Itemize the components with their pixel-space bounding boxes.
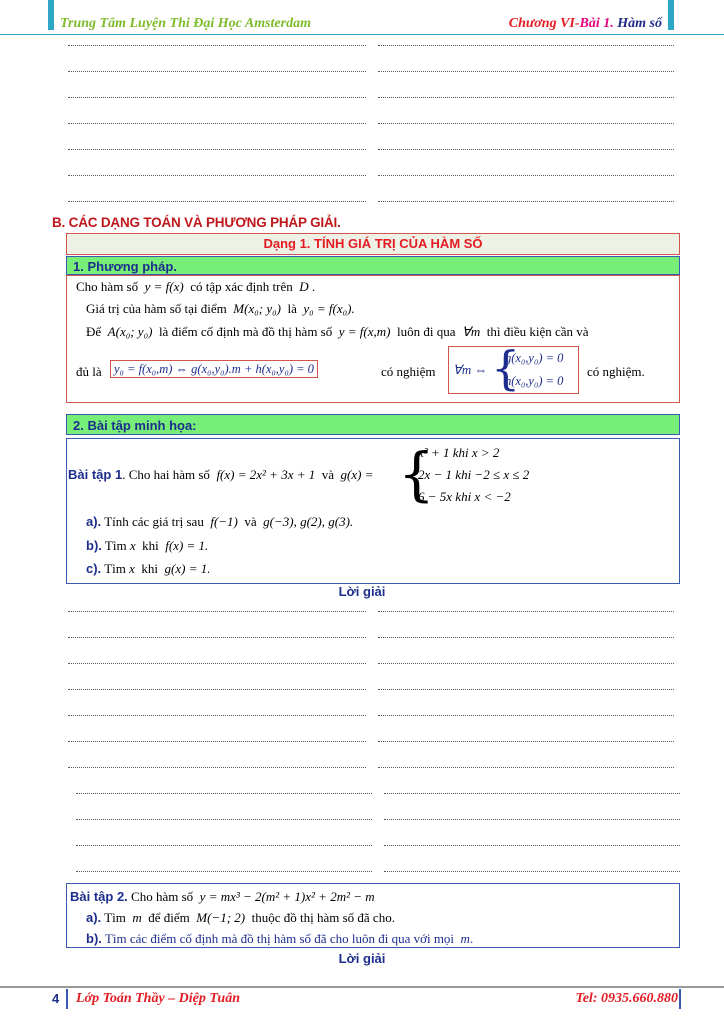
bt1-a-label: a). (86, 514, 102, 529)
footer-divider (0, 986, 724, 988)
bt2-a-m: m (132, 910, 142, 925)
bt1-b-label: b). (86, 538, 102, 553)
pp-text: Giá trị của hàm số tại điểm (86, 301, 227, 316)
pp-line-4-c: có nghiệm. (587, 364, 645, 379)
dotted-line (378, 97, 674, 98)
dotted-line (68, 715, 366, 716)
dotted-line (68, 663, 366, 664)
dang-1-title-box (66, 233, 680, 255)
bt2-intro (70, 889, 375, 905)
dotted-line (384, 793, 680, 794)
dotted-line (378, 149, 674, 150)
dotted-line (384, 819, 680, 820)
dotted-line (378, 715, 674, 716)
header-chapter-text: Chương VI- (508, 16, 580, 31)
bt2-part-b (86, 931, 473, 947)
header-left-bar (48, 0, 54, 30)
bt1-intro-text: . Cho hai hàm số (122, 467, 210, 482)
bt2-b-text: Tìm các điểm cố định mà đồ thị hàm số đã cho luôn đi qua với mọi (104, 931, 455, 946)
loi-giai-1: Lời giải (338, 584, 386, 599)
bt1-g-case-1: x² + 1 khi x > 2 (418, 445, 500, 460)
pp-math: y = f(x,m) (338, 324, 391, 339)
bai-tap-heading: 2. Bài tập minh họa: (66, 414, 680, 435)
pp-text: thì điều kiện cần và (486, 324, 589, 339)
bt2-intro-text: Cho hàm số (131, 889, 194, 904)
bt1-g-lhs: g(x) = (340, 467, 374, 482)
footer-phone: Tel: 0935.660.880 (575, 991, 678, 1006)
dang-1-prefix: Dạng 1. (263, 236, 311, 251)
dotted-line (378, 637, 674, 638)
bt1-g-case-2: 2x − 1 khi −2 ≤ x ≤ 2 (418, 467, 530, 482)
dotted-line (76, 845, 372, 846)
dotted-line (378, 175, 674, 176)
bt1-c-label: c). (86, 561, 102, 576)
dotted-line (68, 741, 366, 742)
pp-line-4-b: có nghiệm (381, 364, 436, 379)
bt1-label: Bài tập 1 (68, 467, 123, 482)
bt1-part-b (86, 538, 208, 554)
dotted-line (384, 871, 680, 872)
footer-right-bar (679, 989, 681, 1009)
header-chapter (509, 16, 662, 32)
bt2-a-point: M(−1; 2) (196, 910, 246, 925)
dotted-line (378, 71, 674, 72)
pp-text: luôn đi qua (396, 324, 456, 339)
bt1-f-def: f(x) = 2x² + 3x + 1 (216, 467, 316, 482)
dotted-line (378, 689, 674, 690)
dotted-line (76, 819, 372, 820)
pp-forall: ∀m ⇔ (453, 362, 488, 377)
dotted-line (378, 767, 674, 768)
bt1-a-math-1: f(−1) (210, 514, 238, 529)
pp-line-3 (86, 324, 589, 340)
pp-system-box (448, 341, 579, 395)
bt2-a-label: a). (86, 910, 102, 925)
bt1-c-math: g(x) = 1. (164, 561, 211, 576)
bt1-a-text: Tính các giá trị sau (104, 514, 204, 529)
dotted-line (384, 845, 680, 846)
bt1-part-a (86, 514, 353, 530)
bt2-function: y = mx³ − 2(m² + 1)x² + 2m² − m (199, 889, 375, 904)
bt2-b-label: b). (86, 931, 102, 946)
dotted-line (378, 123, 674, 124)
bt1-b-text: Tìm (104, 538, 127, 553)
bt1-c-text: Tìm (104, 561, 126, 576)
dotted-line (68, 149, 366, 150)
bt2-a-text: Tìm (104, 910, 126, 925)
bt2-part-a (86, 910, 395, 926)
pp-math: y = f(x) (144, 279, 184, 294)
dotted-line (68, 97, 366, 98)
pp-system-eq-1: g(x₀,y₀) = 0 (505, 351, 564, 365)
bt2-label: Bài tập 2. (70, 889, 128, 904)
dotted-line (68, 45, 366, 46)
pp-system-eq-2: h(x₀,y₀) = 0 (505, 374, 564, 388)
dotted-line (76, 793, 372, 794)
dotted-line (68, 767, 366, 768)
pp-condition-box (110, 361, 318, 377)
bt2-b-m: m (460, 931, 470, 946)
dotted-line (68, 123, 366, 124)
dotted-line (378, 663, 674, 664)
footer-left-bar (66, 989, 68, 1009)
header-center-name: Trung Tâm Luyện Thi Đại Học Amsterdam (60, 16, 311, 31)
pp-text: là điểm cố định mà đồ thị hàm số (158, 324, 333, 339)
bt1-g-case-3: 6 − 5x khi x < −2 (418, 489, 511, 504)
pp-text: Cho hàm số (76, 279, 139, 294)
dotted-line (378, 611, 674, 612)
dotted-line (68, 689, 366, 690)
header-right-bar (668, 0, 674, 30)
bt1-and: và (321, 467, 335, 482)
bt1-c-khi: khi (141, 561, 159, 576)
dang-1-title: TÍNH GIÁ TRỊ CỦA HÀM SỐ (310, 236, 483, 251)
bt1-b-math: f(x) = 1. (165, 538, 209, 553)
bt1-intro (68, 467, 373, 483)
pp-math: D (299, 279, 309, 294)
pp-condition-formula: y₀ = f(x₀,m) ⇔ g(x₀,y₀).m + h(x₀,y₀) = 0 (110, 360, 318, 378)
pp-text: có tập xác định trên (190, 279, 293, 294)
footer-teacher: Lớp Toán Thầy – Diệp Tuân (76, 991, 240, 1006)
dotted-line (68, 71, 366, 72)
pp-math: ∀m (461, 324, 481, 339)
pp-math: M(x₀; y₀) (233, 301, 281, 316)
pp-math: A(x₀; y₀) (107, 324, 153, 339)
pp-text: Để (86, 324, 102, 339)
bt2-b-end: . (469, 931, 474, 946)
dotted-line (68, 637, 366, 638)
bt1-a-math-2: g(−3), g(2), g(3). (263, 514, 354, 529)
dotted-line (68, 175, 366, 176)
phuong-phap-heading: 1. Phương pháp. (66, 256, 680, 275)
dotted-line (68, 201, 366, 202)
dotted-line (76, 871, 372, 872)
loi-giai-2: Lời giải (338, 951, 386, 966)
footer-page-number: 4 (52, 991, 60, 1006)
pp-line-2 (86, 301, 355, 317)
bt1-part-c (86, 561, 210, 577)
header-lesson: Bài 1. (579, 16, 614, 31)
bt1-b-khi: khi (142, 538, 159, 553)
bt1-b-x: x (129, 538, 136, 553)
bt2-a-text: để điểm (148, 910, 190, 925)
pp-math: y₀ = f(x₀). (303, 301, 355, 316)
dotted-line (68, 611, 366, 612)
bt1-c-x: x (129, 561, 135, 576)
pp-line-1: Cho hàm số y = f(x) có tập xác định trên D . (76, 279, 316, 294)
dotted-line (378, 45, 674, 46)
bt1-a-and: và (244, 514, 257, 529)
dotted-line (378, 741, 674, 742)
header-lesson-title: Hàm số (613, 16, 662, 31)
section-b-title: B. CÁC DẠNG TOÁN VÀ PHƯƠNG PHÁP GIẢI. (52, 215, 341, 230)
pp-text: là (287, 301, 297, 316)
dotted-line (378, 201, 674, 202)
pp-line-4-a: đủ là (76, 364, 102, 379)
bt2-a-text: thuộc đồ thị hàm số đã cho. (251, 910, 395, 925)
pp-system-brace: { (491, 341, 521, 395)
bt1-g-brace: { (398, 440, 435, 508)
header-divider (0, 34, 724, 35)
